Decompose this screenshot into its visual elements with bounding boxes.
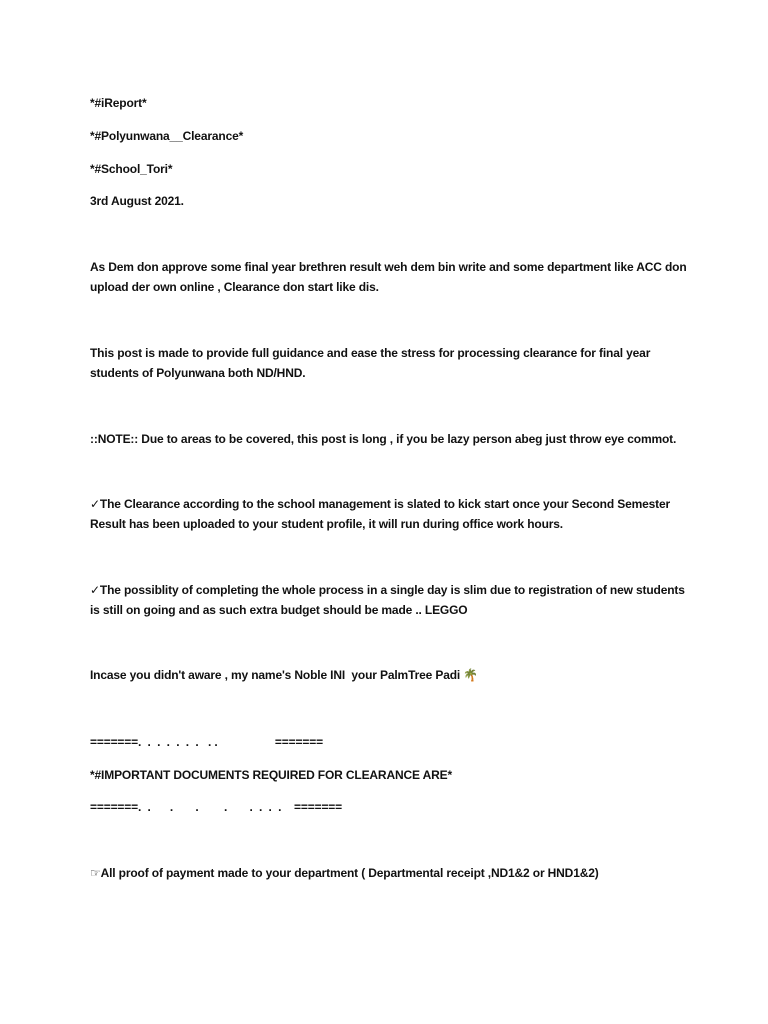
documents-heading: *#IMPORTANT DOCUMENTS REQUIRED FOR CLEARANCE ARE* (90, 768, 452, 782)
paragraph-note: ::NOTE:: Due to areas to be covered, this post is long , if you be lazy person abeg just throw eye commot. (90, 432, 677, 446)
paragraph-approval: As Dem don approve some final year brethren result weh dem bin write and some department like ACC don upload der own online , Clearance don start like dis. (90, 260, 690, 294)
list-item-payment-proof: ☞All proof of payment made to your department ( Departmental receipt ,ND1&2 or HND1&2) (90, 866, 599, 880)
hashtag-clearance: *#Polyunwana__Clearance* (90, 129, 244, 143)
post-date: 3rd August 2021. (90, 194, 184, 208)
separator-bottom: =======. . . . . . . . . ======= (90, 800, 343, 814)
paragraph-author-intro: Incase you didn't aware , my name's Noble INI your PalmTree Padi 🌴 (90, 668, 479, 682)
separator-top: =======. . . . . . . . . ======= (90, 735, 323, 749)
hashtag-school: *#School_Tori* (90, 162, 173, 176)
hashtag-report: *#iReport* (90, 96, 147, 110)
paragraph-schedule: ✓The Clearance according to the school management is slated to kick start once your Second Semester Result has been uploaded to your student profile, it will run during office work hours. (90, 497, 674, 531)
paragraph-possibility: ✓The possiblity of completing the whole process in a single day is slim due to registration of new students is still on going and as such extra budget should be made .. LEGGO (90, 583, 688, 617)
paragraph-purpose: This post is made to provide full guidance and ease the stress for processing clearance for final year students of Polyunwana both ND/HND. (90, 346, 654, 380)
